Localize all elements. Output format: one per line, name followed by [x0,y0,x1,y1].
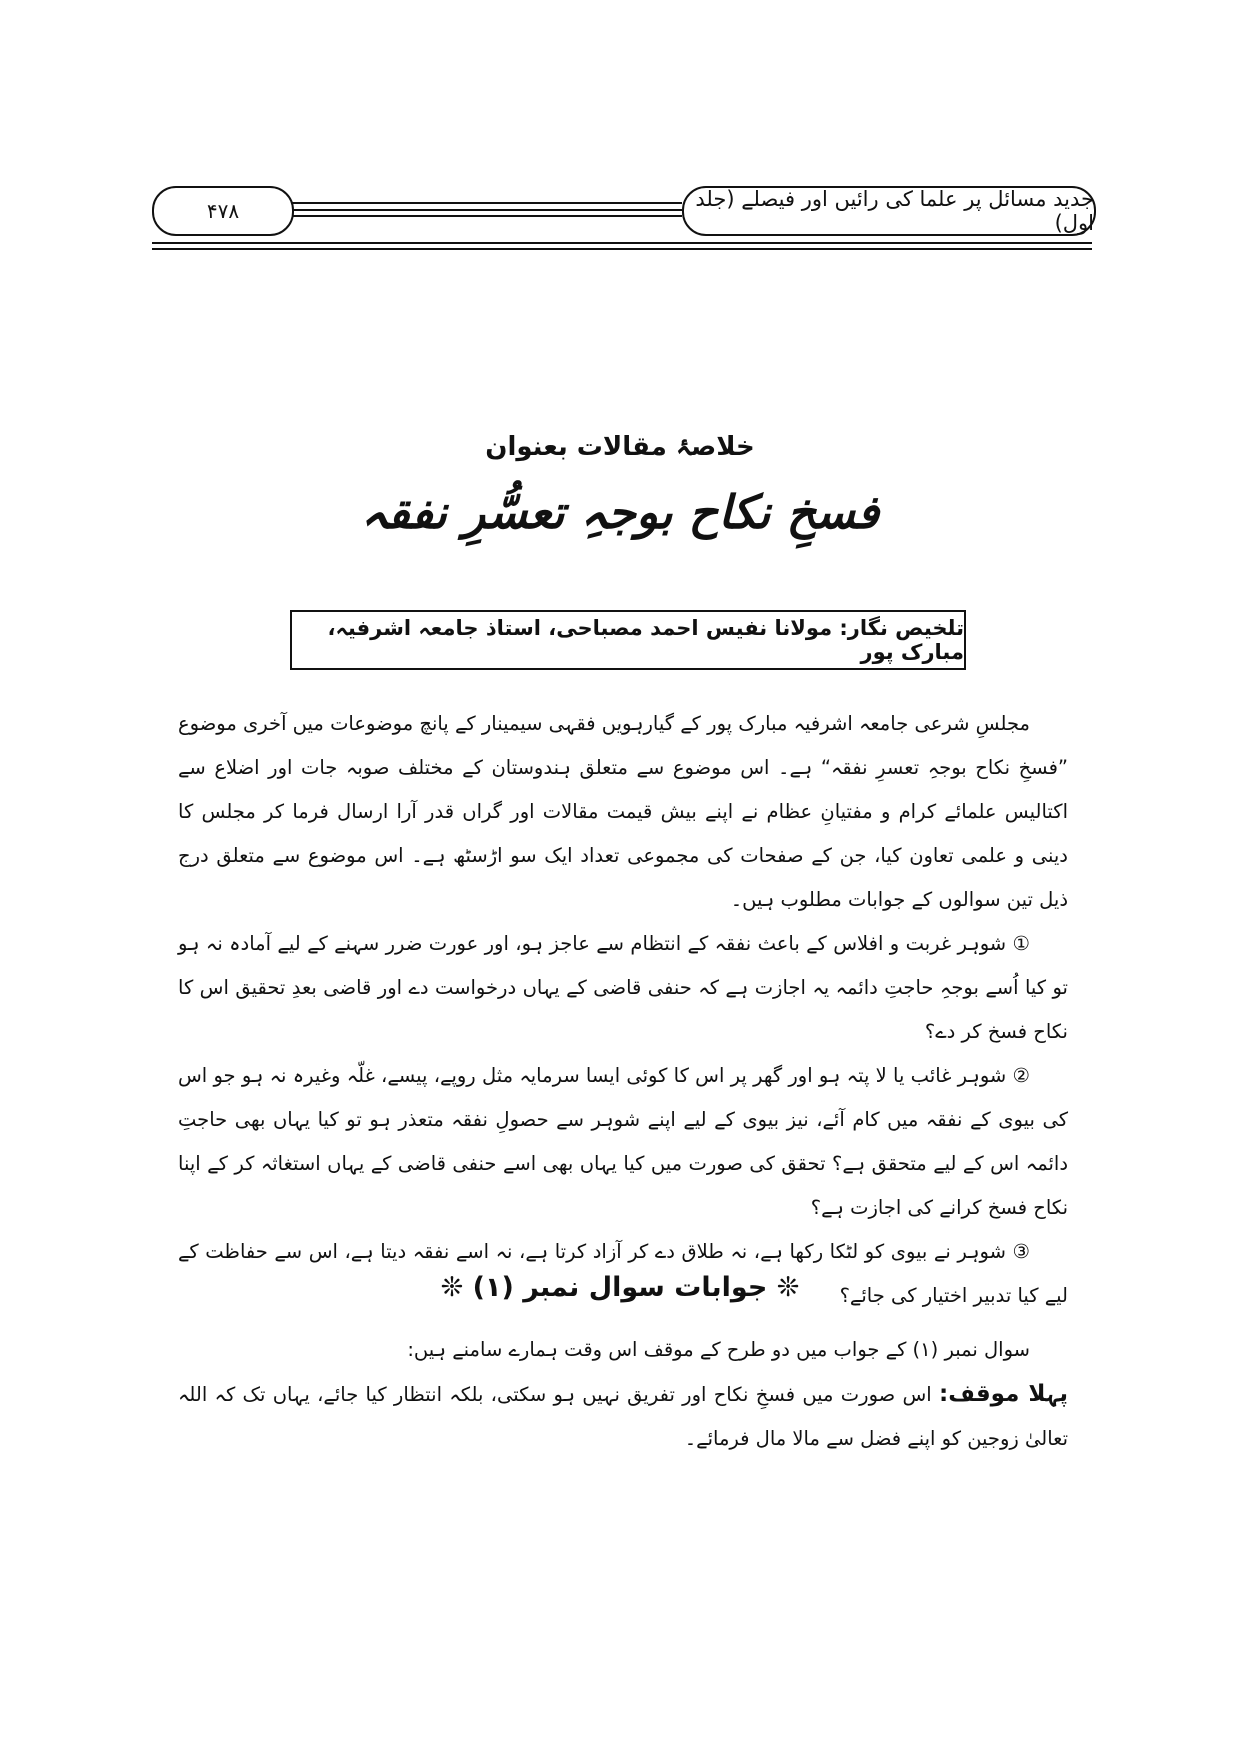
first-position-label: پہلا موقف: [939,1381,1068,1407]
intro-paragraph: مجلسِ شرعی جامعہ اشرفیہ مبارک پور کے گیارہویں فقہی سیمینار کے پانچ موضوعات میں آخری موضوع ”فسخِ نکاح بوجہِ تعسرِ نفقہ“ ہے۔ اس موضوع سے متعلق ہندوستان کے مختلف صوبہ جات اور اضلاع سے اکتالیس علمائے کرام و مفتیانِ عظام نے اپنے بیش قیمت مقالات اور گراں قدر آرا ارسال فرما کر مجلس کا دینی و علمی تعاون کیا، جن کے صفحات کی مجموعی تعداد ایک سو اڑسٹھ ہے۔ اس موضوع سے متعلق درج ذیل تین سوالوں کے جوابات مطلوب ہیں۔ [178,712,1068,911]
section-heading: ❊ جوابات سوال نمبر (۱) ❊ [440,1272,800,1303]
header-rule [152,242,1092,244]
page-number: ۴۷۸ [152,186,294,236]
header-rule [152,248,1092,250]
question-3: ③ شوہر نے بیوی کو لٹکا رکھا ہے، نہ طلاق دے کر آزاد کرتا ہے، نہ اسے نفقہ دیتا ہے، اس سے حفاظت کے لیے کیا تدبیر اختیار کی جائے؟ [178,1240,1068,1307]
answer-body [178,1328,1068,1461]
summarizer-box [290,610,966,670]
summarizer-credit: تلخیص نگار: مولانا نفیس احمد مصباحی، استاذ جامعہ اشرفیہ، مبارک پور [327,616,964,664]
article-title: فسخِ نکاح بوجہِ تعسُّرِ نفقہ [360,485,880,539]
article-body [178,702,1068,1318]
header-divider [292,209,682,211]
answer-lead: سوال نمبر (۱) کے جواب میں دو طرح کے موقف اس وقت ہمارے سامنے ہیں: [407,1338,1030,1361]
first-position-text: اس صورت میں فسخِ نکاح اور تفریق نہیں ہو سکتی، بلکہ انتظار کیا جائے، یہاں تک کہ اللہ تعالیٰ زوجین کو اپنے فضل سے مالا مال فرمائے۔ [178,1383,1068,1450]
running-header-title: جدید مسائل پر علما کی رائیں اور فیصلے (جلد اول) [682,186,1096,236]
article-subtitle: خلاصۂ مقالات بعنوان [485,432,755,462]
header-divider [292,215,682,217]
question-2: ② شوہر غائب یا لا پتہ ہو اور گھر پر اس کا کوئی ایسا سرمایہ مثل روپے، پیسے، غلّہ وغیرہ نہ ہو جو اس کی بیوی کے نفقہ میں کام آئے، نیز بیوی کے لیے اپنے شوہر سے حصولِ نفقہ متعذر ہو تو کیا یہاں بھی حاجتِ دائمہ اس کے لیے متحقق ہے؟ تحقق کی صورت میں کیا یہاں بھی اسے حنفی قاضی کے یہاں استغاثہ کر کے اپنا نکاح فسخ کرانے کی اجازت ہے؟ [178,1064,1068,1219]
question-1: ① شوہر غربت و افلاس کے باعث نفقہ کے انتظام سے عاجز ہو، اور عورت ضرر سہنے کے لیے آمادہ نہ ہو تو کیا اُسے بوجہِ حاجتِ دائمہ یہ اجازت ہے کہ حنفی قاضی کے یہاں درخواست دے اور قاضی بعدِ تحقیق اس کا نکاح فسخ کر دے؟ [178,932,1068,1043]
header-divider [292,202,682,204]
first-position [178,1372,1068,1461]
